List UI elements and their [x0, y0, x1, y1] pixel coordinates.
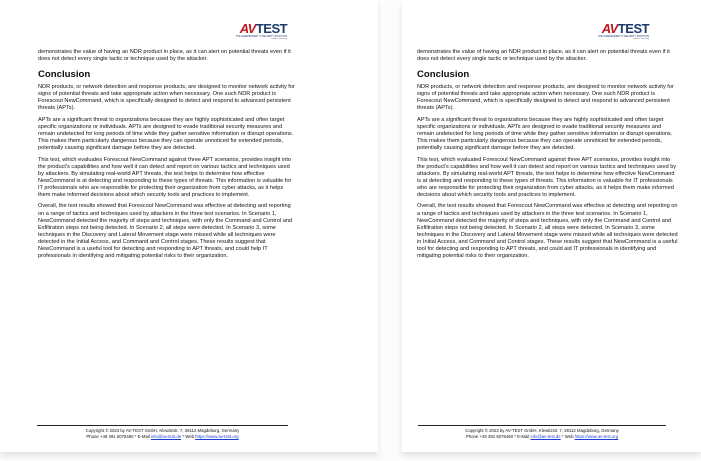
footer-web-label: * Web — [181, 433, 196, 439]
footer-web-label: * Web — [560, 433, 575, 439]
logo-test: TEST — [255, 21, 288, 36]
logo-av: AV — [239, 21, 256, 36]
av-test-logo — [598, 23, 649, 40]
intro-paragraph: demonstrates the value of having an NDR product in place, as it can alert on potential threats even if it does not detect every single tactic or technique used by the attacker. — [38, 49, 291, 63]
paragraph-overall-results: Overall, the test results showed that Forescout NewCommand was effective at detecting and reporting on a range of tactics and techniques used by attackers in the three test scenarios. In Scenario 1, NewCommand detected the majority of steps and techniques, with only the Command and Control and Exfiltration steps not being detected. In Scenario 2, all steps were detected. In Scenario 3, some techniques in the Discovery and Lateral Movement stage were missed while all techniques were detected in Initial Access, and Command and Control stages. These results suggest that NewCommand is a useful tool for detecting and responding to APT threats, and could aid IT professionals in identifying and mitigating potential risks to their organization. — [417, 203, 678, 260]
footer-phone: Phone +49 391 6075460 * E-Mail — [465, 433, 531, 439]
footer-contact — [37, 434, 288, 440]
footer-contact — [418, 434, 666, 440]
paragraph-ndr-products: NDR products, or network detection and response products, are designed to monitor network activity for signs of potential threats and take appropriate action when necessary. One such NDR product is Forescout NewCommand, which is specifically designed to detect and respond to advanced persistent threats (APTs). — [417, 84, 674, 112]
footer-phone: Phone +49 391 6075460 * E-Mail — [86, 433, 151, 439]
section-heading-conclusion: Conclusion — [417, 69, 470, 81]
page-body — [38, 49, 296, 265]
paragraph-test-insight: This test, which evaluated Forescout NewCommand against three APT scenarios, provides insight into the product's capabilities and how well it can detect and report on various tactics and techniques used by attackers. By simulating real-world APT threats, the test helps to determine how effective NewCommand is at detecting and responding to these types of threats. This information is valuable for IT professionals who are responsible for protecting their organization from cyber attacks, as it helps them make informed decisions about which security tools and practices to implement. — [417, 156, 677, 199]
footer-web-link[interactable]: https://www.av-test.org — [195, 433, 239, 439]
logo-wordmark — [240, 23, 287, 35]
paragraph-test-insight: This test, which evaluates Forescout NewCommand against three APT scenarios, provides insight into the product's capabilities and how well it can detect and report on various tactics and techniques used by attackers. By simulating real-world APT threats, the test helps to determine how effective NewCommand is at detecting and responding to these types of threats. This information is valuable for IT professionals who are responsible for protecting their organization from cyber attacks, as it helps them make informed decisions about which security tools and practices to implement. — [38, 156, 292, 199]
footer-web-link[interactable]: https://www.av-test.org — [574, 433, 619, 439]
page-footer — [37, 425, 288, 440]
paragraph-apt-threat: APTs are a significant threat to organizations because they are highly sophisticated and often target specific organizations or individuals. APTs are designed to evade traditional security measures and remain undetected for long periods of time while they gather sensitive information or disrupt operations. This makes them particularly dangerous because they can operate unnoticed for extended periods, potentially causing significant damage before they are detected. — [38, 116, 294, 152]
paragraph-apt-threat: APTs are a significant threat to organizations because they are highly sophisticated and often target specific organizations or individuals. APTs are designed to evade traditional security measures and remain undetected for long periods of time while they gather sensitive information or disrupt operations. This makes them particularly dangerous because they can operate unnoticed for extended periods, potentially causing significant damage before they are detected. — [417, 116, 673, 152]
logo-subtitle: made in Germany — [271, 38, 288, 40]
section-heading-conclusion: Conclusion — [38, 69, 91, 81]
logo-wordmark — [602, 23, 649, 35]
document-page-right — [402, 0, 701, 452]
av-test-logo — [236, 23, 287, 40]
logo-av: AV — [601, 21, 618, 36]
logo-tagline: THE INDEPENDENT IT-SECURITY INSTITUTE — [598, 35, 650, 38]
intro-paragraph: demonstrates the value of having an NDR product in place, as it can alert on potential threats even if it does not detect every single tactic or technique used by the attacker. — [417, 49, 670, 63]
page-body — [417, 49, 679, 265]
logo-tagline: THE INDEPENDENT IT-SECURITY INSTITUTE — [236, 35, 288, 38]
logo-subtitle: made in Germany — [633, 38, 650, 40]
footer-email-link[interactable]: info@av-test.de — [150, 433, 182, 439]
footer-email-link[interactable]: info@av-test.de — [530, 433, 561, 439]
paragraph-ndr-products: NDR products, or network detection and response products, are designed to monitor network activity for signs of potential threats and take appropriate action when necessary. One such NDR product is Forescout NewCommand, which is specifically designed to detect and respond to advanced persistent threats (APTs). — [38, 84, 295, 112]
paragraph-overall-results: Overall, the test results showed that Forescout NewCommand was effective at detecting and reporting on a range of tactics and techniques used by attackers in the three test scenarios. In Scenario 1, NewCommand detected the majority of steps and techniques, with only the Command and Control and Exfiltration steps not being detected. In Scenario 2, all steps were detected. In Scenario 3, some techniques in the Discovery and Lateral Movement stage were missed while all techniques were detected in the Initial Access, and Command and Control stages. These results suggest that NewCommand is a useful tool for detecting and responding to APT threats, and could help IT professionals in identifying and mitigating potential risks to their organization. — [38, 203, 293, 260]
footer-copyright: Copyright © 2023 by AV-TEST GmbH, Klewitzstr. 7, 39112 Magdeburg, Germany — [85, 427, 240, 433]
logo-test: TEST — [617, 21, 650, 36]
page-footer — [418, 425, 666, 440]
footer-copyright: Copyright © 2023 by AV-TEST GmbH, Klewitzstr. 7, 39112 Magdeburg, Germany — [465, 427, 619, 433]
